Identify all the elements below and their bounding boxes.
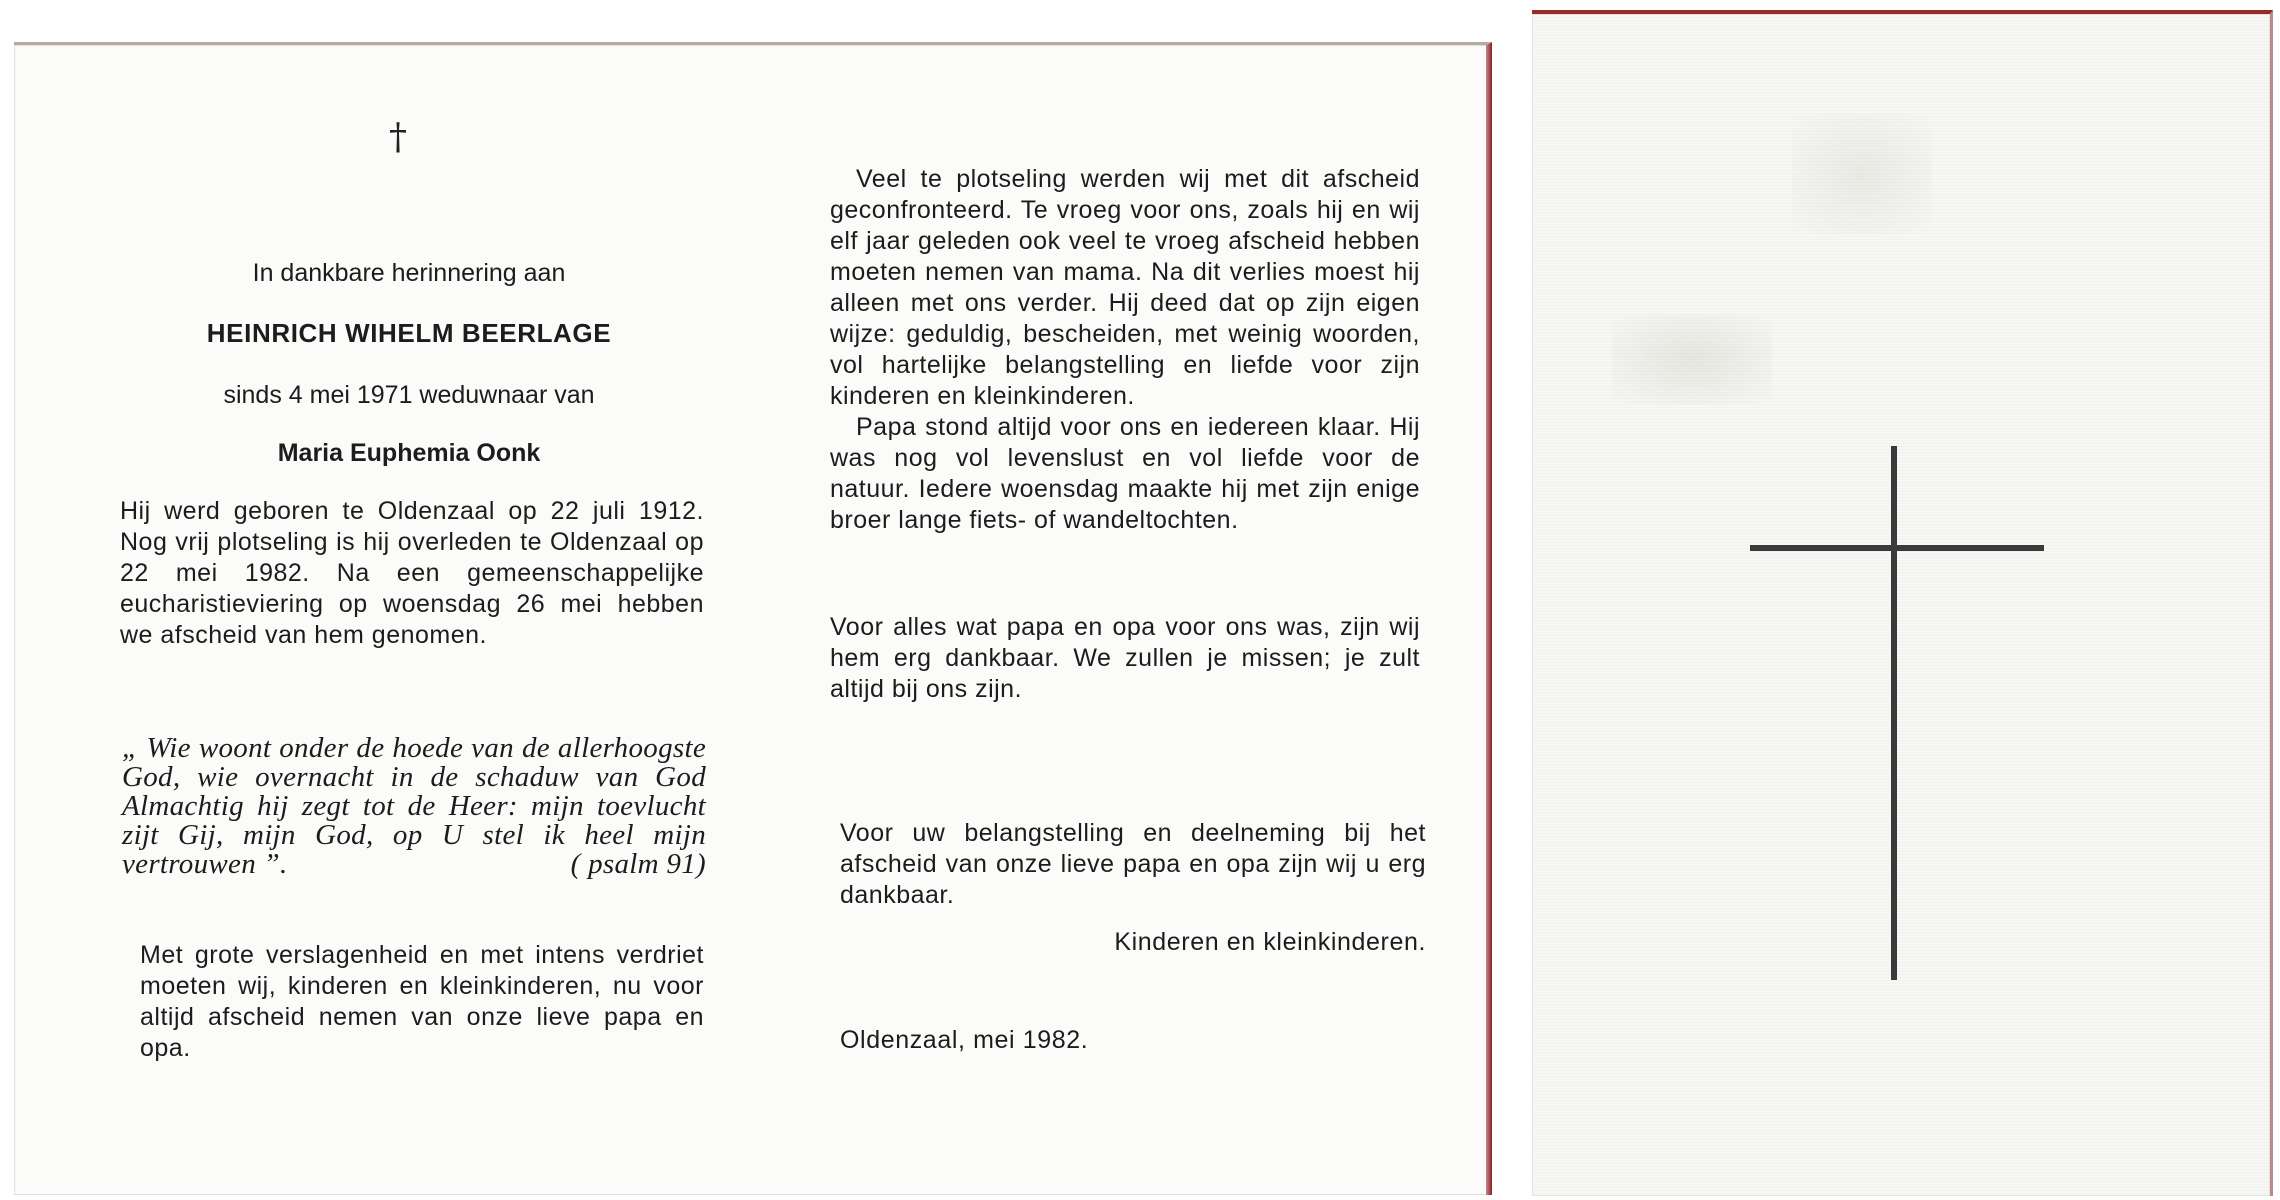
memorial-card-cover [1532,10,2273,1196]
spouse-name: Maria Euphemia Oonk [277,439,541,467]
latin-cross-icon [1750,446,2044,980]
deceased-name: HEINRICH WIHELM BEERLAGE [206,318,612,348]
farewell-text [830,164,1420,536]
grief-paragraph: Met grote verslagenheid en met intens verdriet moeten wij, kinderen en kleinkinderen, nu voor altijd afscheid nemen van onze lieve papa en opa. [140,941,704,1062]
paper-stain [1792,114,1932,234]
widower-line: sinds 4 mei 1971 weduwnaar van [223,381,595,409]
psalm-quote [122,734,706,879]
paper-stain [1612,314,1772,404]
gratitude-paragraph: Voor alles wat papa en opa voor ons was, zijn wij hem erg dankbaar. We zullen je missen; je zult altijd bij ons zijn. [830,613,1420,703]
thanks-paragraph: Voor uw belangstelling en deelneming bij het afscheid van onze lieve papa en opa zijn wij u erg dankbaar. [840,819,1426,909]
place-date: Oldenzaal, mei 1982. [840,1026,1089,1054]
birth-paragraph: Hij werd geboren te Oldenzaal op 22 juli 1912. Nog vrij plotseling is hij overleden te Oldenzaal op 22 mei 1982. Na een gemeenschappelijke eucharistieviering op woensdag 26 mei hebben we afscheid van hem genomen. [120,497,704,649]
memory-line: In dankbare herinnering aan [252,259,566,287]
farewell-paragraph-b: Papa stond altijd voor ons en iedereen klaar. Hij was nog vol levenslust en vol liefde voor de natuur. Iedere woensdag maakte hij met zijn enige broer lange fiets- of wandeltochten. [830,413,1420,534]
signoff: Kinderen en kleinkinderen. [1114,928,1426,956]
farewell-paragraph-a: Veel te plotseling werden wij met dit afscheid geconfronteerd. Te vroeg voor ons, zoals hij en wij elf jaar geleden ook veel te vroeg afscheid hebben moeten nemen van mama. Na dit verlies moest hij alleen met ons verder. Hij deed dat op zijn eigen wijze: geduldig, bescheiden, met weinig woorden, vol hartelijke belangstelling en liefde voor zijn kinderen en kleinkinderen. [830,165,1420,410]
psalm-reference: ( psalm 91) [570,848,706,880]
small-cross-icon: † [389,117,407,158]
psalm-text: „ Wie woont onder de hoede van de allerhoogste God, wie overnacht in de schaduw van God Almachtig hij zegt tot de Heer: mijn toevlucht zijt Gij, mijn God, op U stel ik heel mijn vertrouwen ”. [122,732,706,880]
